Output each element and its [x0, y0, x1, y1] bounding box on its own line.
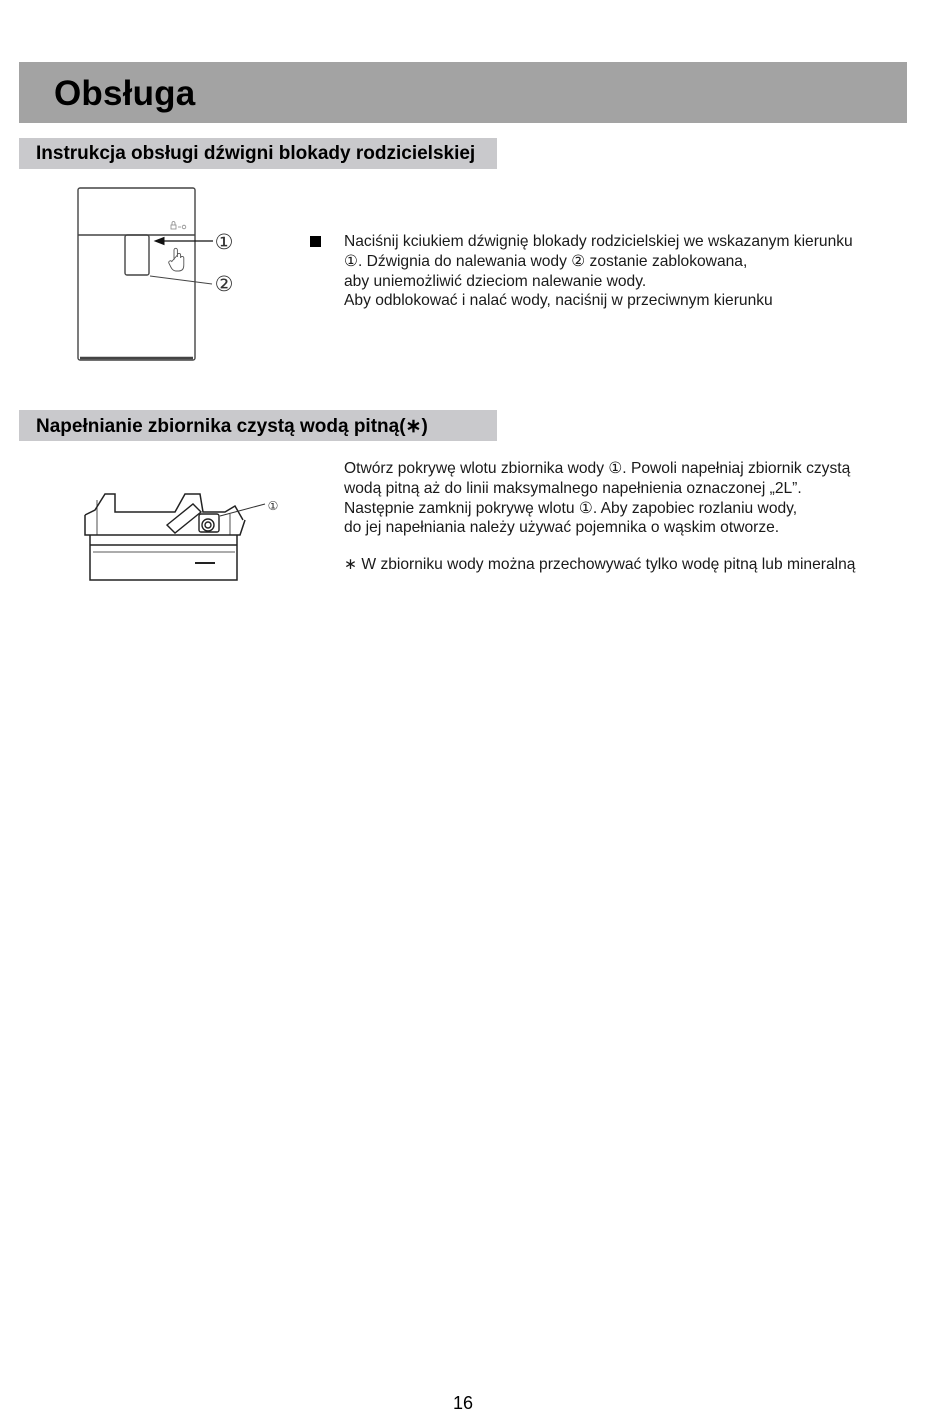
- text-line: Aby odblokować i nalać wody, naciśnij w przeciwnym kierunku: [344, 292, 773, 310]
- text-line: Naciśnij kciukiem dźwignię blokady rodzicielskiej we wskazanym kierunku: [344, 233, 853, 250]
- child-lock-diagram: [60, 178, 250, 368]
- note-text: ∗ W zbiorniku wody można przechowywać tylko wodę pitną lub mineralną: [344, 556, 856, 573]
- section-heading-tank-filling: [19, 410, 497, 441]
- callout-2: ②: [214, 272, 234, 296]
- water-dispenser-lever: [125, 235, 149, 275]
- text-line: ①. Dźwignia do nalewania wody ② zostanie zablokowana,: [344, 252, 748, 270]
- arrow-left-icon: [155, 238, 213, 245]
- bullet-square-icon: [310, 236, 321, 247]
- text-line: Otwórz pokrywę wlotu zbiornika wody ①. Powoli napełniaj zbiornik czystą: [344, 460, 851, 477]
- callout-1: ①: [267, 499, 279, 513]
- child-lock-instructions: [344, 232, 909, 311]
- section-heading-child-lock: [19, 138, 497, 169]
- tank-body-outline: [90, 535, 237, 580]
- section-title: Napełnianie zbiornika czystą wodą pitną(∗): [36, 416, 428, 437]
- section-title: Instrukcja obsługi dźwigni blokady rodzicielskiej: [36, 143, 476, 164]
- text-line: do jej napełniania należy używać pojemnika o wąskim otworze.: [344, 519, 780, 537]
- text-line: wodą pitną aż do linii maksymalnego napełnienia oznaczonej „2L”.: [344, 479, 802, 497]
- drinking-water-note: [344, 555, 909, 575]
- text-line: Następnie zamknij pokrywę wlotu ①. Aby zapobiec rozlaniu wody,: [344, 499, 798, 517]
- page-header: [19, 62, 907, 123]
- tank-filling-instructions: [344, 459, 909, 538]
- lock-symbol-icon: [171, 222, 186, 230]
- page-title: Obsługa: [54, 74, 196, 113]
- thumb-press-icon: [169, 248, 184, 271]
- water-tank-diagram: [75, 480, 285, 590]
- fridge-door-outline: [78, 188, 195, 360]
- text-line: aby uniemożliwić dzieciom nalewanie wody.: [344, 272, 647, 290]
- inlet-lid-icon: [167, 504, 219, 533]
- callout-1: ①: [214, 230, 234, 254]
- page-number: 16: [452, 1393, 474, 1413]
